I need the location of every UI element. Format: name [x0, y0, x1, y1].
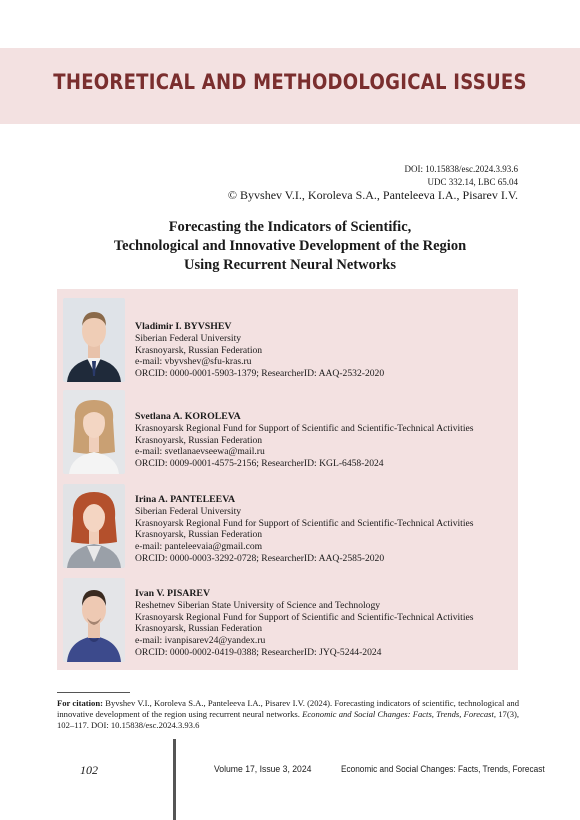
footer-divider: [173, 739, 176, 820]
author-affiliation: Krasnoyarsk Regional Fund for Support of Scientific and Scientific-Technical Activities: [135, 422, 474, 434]
author-orcid: ORCID: 0009-0001-4575-2156; ResearcherID: KGL-6458-2024: [135, 458, 384, 470]
author-affiliation: Reshetnev Siberian State University of Science and Technology: [135, 599, 381, 611]
author-location: Krasnoyarsk, Russian Federation: [135, 623, 263, 635]
citation-text: Byvshev V.I., Koroleva S.A., Panteleeva I.A., Pisarev I.V. (2024). Forecasting indicators of scientific, technological and innovative development of the region using recurrent neural networks.: [57, 698, 519, 719]
author-name: Svetlana A. KOROLEVA: [135, 411, 241, 422]
author-affiliation: Siberian Federal University: [135, 332, 242, 344]
page-number: 102: [80, 763, 98, 777]
udc: UDC 332.14, LBC 65.04: [427, 177, 518, 187]
author-location: Krasnoyarsk, Russian Federation: [135, 344, 263, 356]
authors-panel: [57, 289, 518, 670]
author-location: Krasnoyarsk, Russian Federation: [135, 434, 263, 446]
author-info: [135, 411, 520, 470]
author-affiliation: Krasnoyarsk Regional Fund for Support of Scientific and Scientific-Technical Activities: [135, 517, 474, 529]
citation-journal: Economic and Social Changes: Facts, Trends, Forecast: [302, 709, 494, 719]
author-photo: [63, 484, 125, 568]
author-info: [135, 494, 520, 565]
title-line: Using Recurrent Neural Networks: [184, 257, 396, 273]
author-orcid: ORCID: 0000-0001-5903-1379; ResearcherID: AAQ-2532-2020: [135, 368, 385, 380]
title-line: Technological and Innovative Development of the Region: [113, 238, 467, 254]
author-orcid: ORCID: 0000-0003-3292-0728; ResearcherID: AAQ-2585-2020: [135, 552, 385, 564]
author-orcid: ORCID: 0000-0002-0419-0388; ResearcherID: JYQ-5244-2024: [135, 646, 382, 658]
author-name: Ivan V. PISAREV: [135, 588, 211, 599]
footer-volume: Volume 17, Issue 3, 2024: [214, 764, 312, 775]
citation-label: For citation:: [57, 698, 103, 708]
author-email: e-mail: ivanpisarev24@yandex.ru: [135, 635, 266, 647]
citation-footnote: [57, 698, 519, 731]
author-info: [135, 588, 520, 659]
section-banner: [0, 48, 580, 124]
copyright: © Byvshev V.I., Koroleva S.A., Panteleeva I.A., Pisarev I.V.: [227, 188, 518, 202]
article-title: [60, 218, 520, 275]
footnote-divider: [57, 692, 130, 693]
title-line: Forecasting the Indicators of Scientific,: [168, 219, 412, 235]
author-affiliation: Krasnoyarsk Regional Fund for Support of Scientific and Scientific-Technical Activities: [135, 611, 474, 623]
author-photo: [63, 578, 125, 662]
footer-journal: Economic and Social Changes: Facts, Trends, Forecast: [341, 764, 545, 775]
author-email: e-mail: panteleevaia@gmail.com: [135, 541, 263, 553]
author-affiliation: Siberian Federal University: [135, 505, 242, 517]
citation-tail: , 17(3), 102–117. DOI: 10.15838/esc.2024.3.93.6: [57, 709, 520, 730]
doi: DOI: 10.15838/esc.2024.3.93.6: [404, 164, 518, 174]
author-email: e-mail: vbyvshev@sfu-kras.ru: [135, 356, 252, 368]
author-location: Krasnoyarsk, Russian Federation: [135, 529, 263, 541]
author-photo: [63, 298, 125, 382]
author-name: Irina A. PANTELEEVA: [135, 494, 236, 505]
author-photo: [63, 390, 125, 474]
section-title: THEORETICAL AND METHODOLOGICAL ISSUES: [53, 70, 527, 94]
author-email: e-mail: svetlanaevseewa@mail.ru: [135, 446, 265, 458]
author-name: Vladimir I. BYVSHEV: [135, 321, 232, 332]
author-info: [135, 321, 520, 380]
